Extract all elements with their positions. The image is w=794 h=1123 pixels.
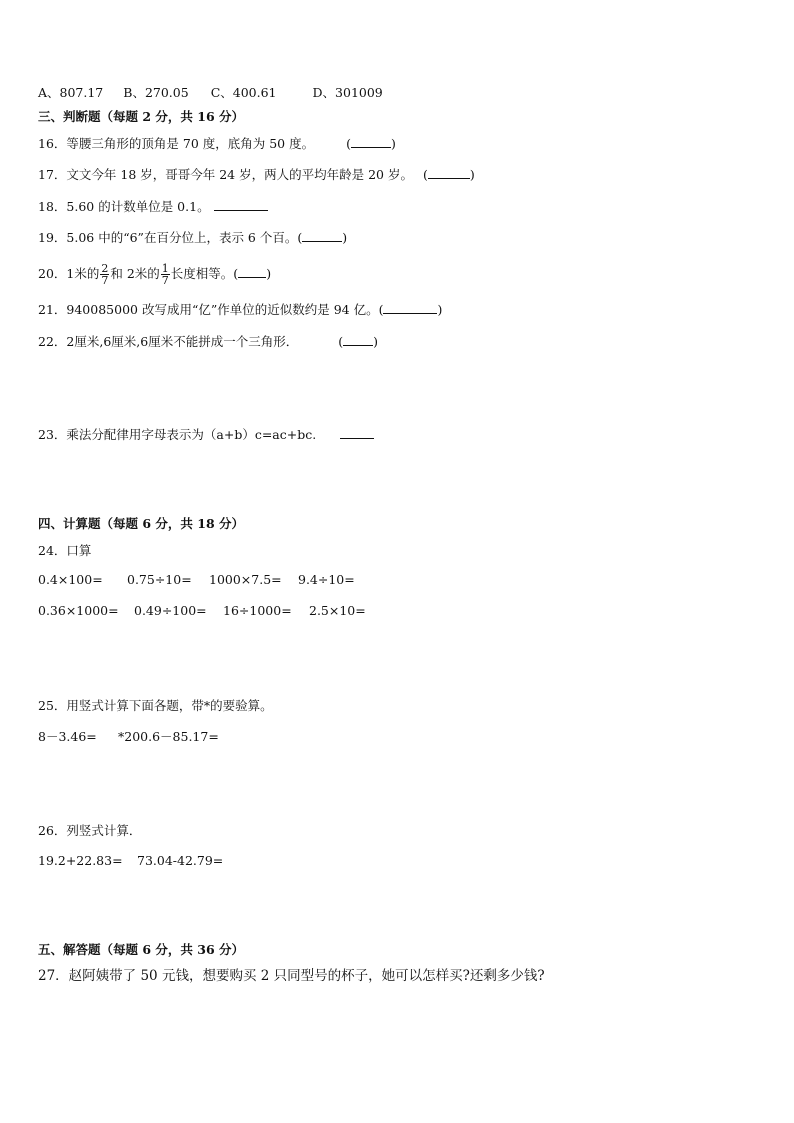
q17-open-paren: ( [422,167,428,182]
answer-blank[interactable] [351,135,391,148]
oral-calc-row-2 [38,602,366,620]
q23-text: 23．乘法分配律用字母表示为（a+b）c=ac+bc. [38,427,317,442]
q20-suffix: 长度相等。( [170,266,239,281]
q22-text: 22．2厘米,6厘米,6厘米不能拼成一个三角形． [38,334,299,349]
q20-middle: 和 2米的 [110,266,160,281]
calc-item: 19.2+22.83= [38,853,123,868]
calc-item: 0.36×1000= [38,603,119,618]
question-16 [38,135,396,153]
q18-text: 18．5.60 的计数单位是 0.1。 [38,199,210,214]
section-5-heading: 五、解答题（每题 6 分，共 36 分） [38,942,245,957]
question-19 [38,229,347,247]
q19-text: 19．5.06 中的“6”在百分位上，表示 6 个百。( [38,230,303,245]
q19-close-paren: ) [342,230,348,245]
q20-close-paren: ) [266,266,272,281]
calc-item: 2.5×10= [309,603,366,618]
question-27: 27．赵阿姨带了 50 元钱，想要购买 2 只同型号的杯子，她可以怎样买?还剩多少钱? [38,968,545,984]
q16-text: 16．等腰三角形的顶角是 70 度，底角为 50 度。 [38,136,315,151]
calc-item: 0.75÷10= [127,572,192,587]
question-20 [38,260,271,288]
fraction-one-seventh [161,263,170,286]
q22-close-paren: ) [373,334,378,349]
question-24-title: 24．口算 [38,543,92,558]
option-b: B、270.05 [123,85,189,100]
fraction-denominator: 7 [101,274,109,287]
answer-blank[interactable] [343,333,373,346]
question-17 [38,166,475,184]
question-23 [38,426,374,444]
calc-item: 0.4×100= [38,572,103,587]
q17-text: 17．文文今年 18 岁，哥哥今年 24 岁，两人的平均年龄是 20 岁。 [38,167,413,182]
answer-blank[interactable] [302,229,342,242]
calc-item: 16÷1000= [223,603,292,618]
calc-item: 8－3.46= [38,729,97,744]
fraction-denominator: 7 [161,274,169,287]
fraction-numerator: 2 [101,262,109,275]
section-4-heading: 四、计算题（每题 6 分，共 18 分） [38,516,245,531]
vertical-calc-row-25 [38,728,219,746]
answer-blank[interactable] [428,166,470,179]
question-26-title: 26．列竖式计算． [38,823,142,838]
vertical-calc-row-26 [38,852,223,870]
answer-blank[interactable] [340,426,374,439]
question-22 [38,333,378,351]
option-a: A、807.17 [38,85,104,100]
question-18 [38,198,268,216]
oral-calc-row-1 [38,571,355,589]
q20-prefix: 20．1米的 [38,266,100,281]
q17-close-paren: ) [469,167,475,182]
calc-item: 1000×7.5= [209,572,282,587]
q16-close-paren: ) [391,136,396,151]
option-d: D、301009 [312,85,383,100]
section-3-heading: 三、判断题（每题 2 分，共 16 分） [38,109,245,124]
q21-text: 21．940085000 改写成用“亿”作单位的近似数约是 94 亿。( [38,302,384,317]
question-21 [38,301,442,319]
q22-open-paren: ( [338,334,344,349]
q15-options [38,84,383,102]
calc-item: 0.49÷100= [134,603,207,618]
calc-item: *200.6－85.17= [118,729,219,744]
q16-open-paren: ( [346,136,352,151]
answer-blank[interactable] [383,301,437,314]
option-c: C、400.61 [210,85,277,100]
fraction-numerator: 1 [161,262,169,275]
answer-blank[interactable] [214,198,268,211]
calc-item: 9.4÷10= [298,572,355,587]
answer-blank[interactable] [238,265,266,278]
question-25-title: 25．用竖式计算下面各题，带*的要验算。 [38,698,273,713]
calc-item: 73.04-42.79= [137,853,224,868]
q21-close-paren: ) [437,302,443,317]
fraction-two-sevenths [100,263,109,286]
